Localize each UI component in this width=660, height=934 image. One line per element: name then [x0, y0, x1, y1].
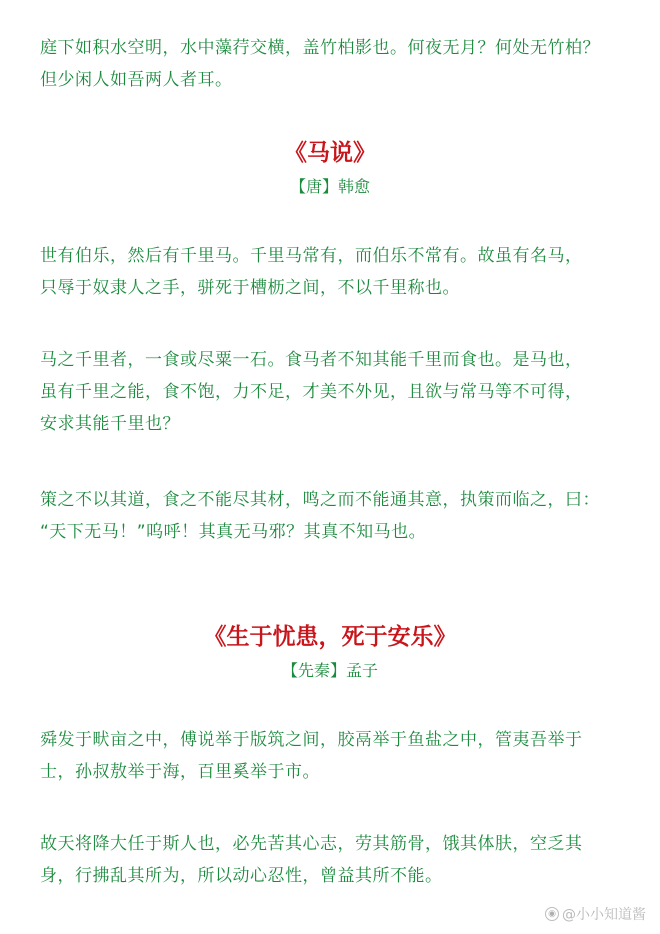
text-line: 士，孙叔敖举于海，百里奚举于市。	[40, 762, 320, 782]
text-line: 舜发于畎亩之中，傅说举于版筑之间，胶鬲举于鱼盐之中，管夷吾举于	[40, 730, 583, 750]
section-3-header	[0, 622, 660, 682]
text-line: 马之千里者，一食或尽粟一石。食马者不知其能千里而食也。是马也，	[40, 350, 583, 370]
text-line: 虽有千里之能，食不饱，力不足，才美不外见，且欲与常马等不可得，	[40, 382, 583, 402]
text-line: 但少闲人如吾两人者耳。	[40, 70, 233, 90]
text-line: “天下无马！”呜呼！其真无马邪？其真不知马也。	[40, 522, 427, 542]
text-line: 庭下如积水空明，水中藻荇交横，盖竹柏影也。何夜无月？何处无竹柏？	[40, 38, 600, 58]
section-2-paragraph-2	[40, 344, 583, 440]
section-2-paragraph-1	[40, 240, 583, 304]
weibo-logo-icon: ◉	[545, 907, 559, 921]
watermark-text: @小小知道酱	[562, 907, 646, 923]
section-1-paragraph	[40, 32, 600, 96]
section-3-paragraph-2	[40, 828, 583, 892]
section-3-paragraph-1	[40, 724, 583, 788]
text-line: 策之不以其道，食之不能尽其材，鸣之而不能通其意，执策而临之，曰：	[40, 490, 600, 510]
section-2-title: 《马说》	[284, 140, 376, 166]
text-line: 安求其能千里也？	[40, 414, 180, 434]
text-line: 只辱于奴隶人之手，骈死于槽枥之间，不以千里称也。	[40, 278, 460, 298]
section-3-author: 【先秦】孟子	[281, 661, 378, 680]
section-2-paragraph-3	[40, 484, 600, 548]
text-line: 身，行拂乱其所为，所以动心忍性，曾益其所不能。	[40, 866, 443, 886]
section-3-title: 《生于忧患，死于安乐》	[203, 624, 457, 650]
section-2-header	[0, 138, 660, 198]
text-line: 世有伯乐，然后有千里马。千里马常有，而伯乐不常有。故虽有名马，	[40, 246, 583, 266]
section-2-author: 【唐】韩愈	[289, 177, 370, 196]
text-line: 故天将降大任于斯人也，必先苦其心志，劳其筋骨，饿其体肤，空乏其	[40, 834, 583, 854]
watermark	[545, 904, 646, 924]
